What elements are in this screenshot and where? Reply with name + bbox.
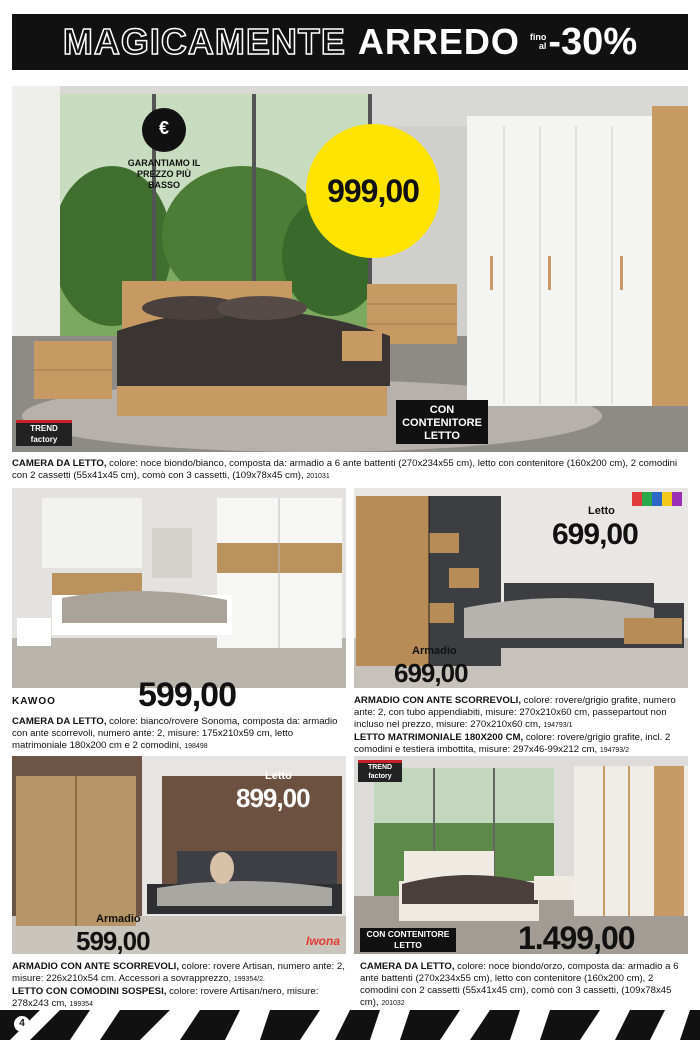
discount-label: -30% [548,20,638,63]
guarantee-text: GARANTIAMO IL PREZZO PIÙ BASSO [127,158,201,190]
offer4-title2: LETTO CON COMODINI SOSPESI, [12,986,167,997]
offer3-bed-label: Letto [588,505,615,517]
page-header [0,0,700,80]
offer4-title1: ARMADIO CON ANTE SCORREVOLI, [12,961,180,972]
iwona-logo: Iwona [305,934,340,948]
offer2-caption [12,716,346,753]
offer5-caption [360,961,690,1010]
footer-stripes [0,1010,700,1040]
offer2-desc: colore: bianco/rovere Sonoma, composta da: armadio con ante scorrevoli, numero ante: 2, misure: 175x210x59 cm, letto matrimoniale 180x200 cm e 2 comodini, [12,716,338,751]
offer1-caption [12,458,692,483]
offer1-container-label: CON CONTENITORE LETTO [396,400,488,444]
guarantee-badge [124,108,204,191]
offer1-price: 999,00 [327,172,419,209]
offer5-price: 1.499,00 [518,920,635,956]
offer3-desc2: colore: rovere/grigio grafite, incl. 2 comodini e testiera imbottita, misure: 297x46-99x212 cm, [354,732,671,755]
offer5-desc: colore: noce biondo/orzo, composta da: armadio a 6 ante battenti (270x234x55 cm), letto con contenitore (160x200 cm), 2 comodini con 2 cassetti (55x41x45 cm), comò con 3 cassetti, (109x78x45 cm), [360,961,679,1008]
offer4-desc1: colore: rovere Artisan, numero ante: 2, misure: 226x210x54 cm. Accessori a sovrapprezzo, [12,961,345,984]
smart-logo [632,492,682,506]
offer1-code: 201031 [306,473,330,480]
offer1-desc: colore: noce biondo/bianco, composta da: armadio a 6 ante battenti (270x234x55 cm), letto con contenitore (160x200 cm), 2 comodini con 2 cassetti (55x41x45 cm), comò con 3 cassetti, (109x78x45 cm), [12,458,678,481]
offer2-code: 198498 [184,743,208,750]
offer1-photo [12,86,688,452]
offer4-desc2: colore: rovere Artisan/nero, misure: 278x243 cm, [12,986,319,1009]
fino-al-label: fino al [529,32,547,51]
offer3-code1: 194793/1 [543,722,573,729]
offer2-photo [12,488,346,688]
offer4-wardrobe-label: Armadio [96,913,141,925]
offer2-price: 599,00 [138,676,236,714]
offer4-wardrobe-price: 599,00 [76,926,150,956]
offer4-bed-label: Letto [265,770,292,782]
offer5-title: CAMERA DA LETTO, [360,961,455,972]
offer2-title: CAMERA DA LETTO, [12,716,107,727]
zebra-pattern [0,1010,700,1040]
offer3-title1: ARMADIO CON ANTE SCORREVOLI, [354,695,522,706]
offer5-code: 201032 [381,1000,405,1007]
bedroom-scene-2 [12,488,346,688]
offer3-desc1: colore: rovere/grigio grafite, numero ante: 2, con tubo appendiabiti, misure: 270x210x60 cm, passepartout non incluso nel prezzo, misure: 270x210x60 cm, [354,695,676,730]
offer1-price-circle [306,124,440,258]
offer4-code2: 199354 [69,1001,93,1008]
kawoo-logo: KAWOO [12,696,56,707]
trend-factory-logo-2: TREND factory [358,760,402,782]
offer3-title2: LETTO MATRIMONIALE 180X200 CM, [354,732,524,743]
offer4-caption [12,961,346,1011]
offer4-bed-price: 899,00 [236,783,310,813]
page-number: 4 [14,1016,30,1032]
trend-factory-logo-1: TREND factory [16,420,72,446]
offer3-wardrobe-label: Armadio [412,645,457,657]
offer3-code2: 194793/2 [599,747,630,754]
offer5-container-label: CON CONTENITORE LETTO [360,928,456,952]
offer4-code1: 199354/2. [233,976,265,983]
offer1-title: CAMERA DA LETTO, [12,458,107,469]
header-banner [12,14,688,70]
offer3-caption [354,695,694,757]
header-title-bold: ARREDO [357,21,520,62]
offer3-wardrobe-price: 699,00 [394,658,468,688]
header-title-outline: MAGICAMENTE [62,21,346,62]
offer3-bed-price: 699,00 [552,518,638,551]
euro-arrow-icon: € [142,108,186,152]
